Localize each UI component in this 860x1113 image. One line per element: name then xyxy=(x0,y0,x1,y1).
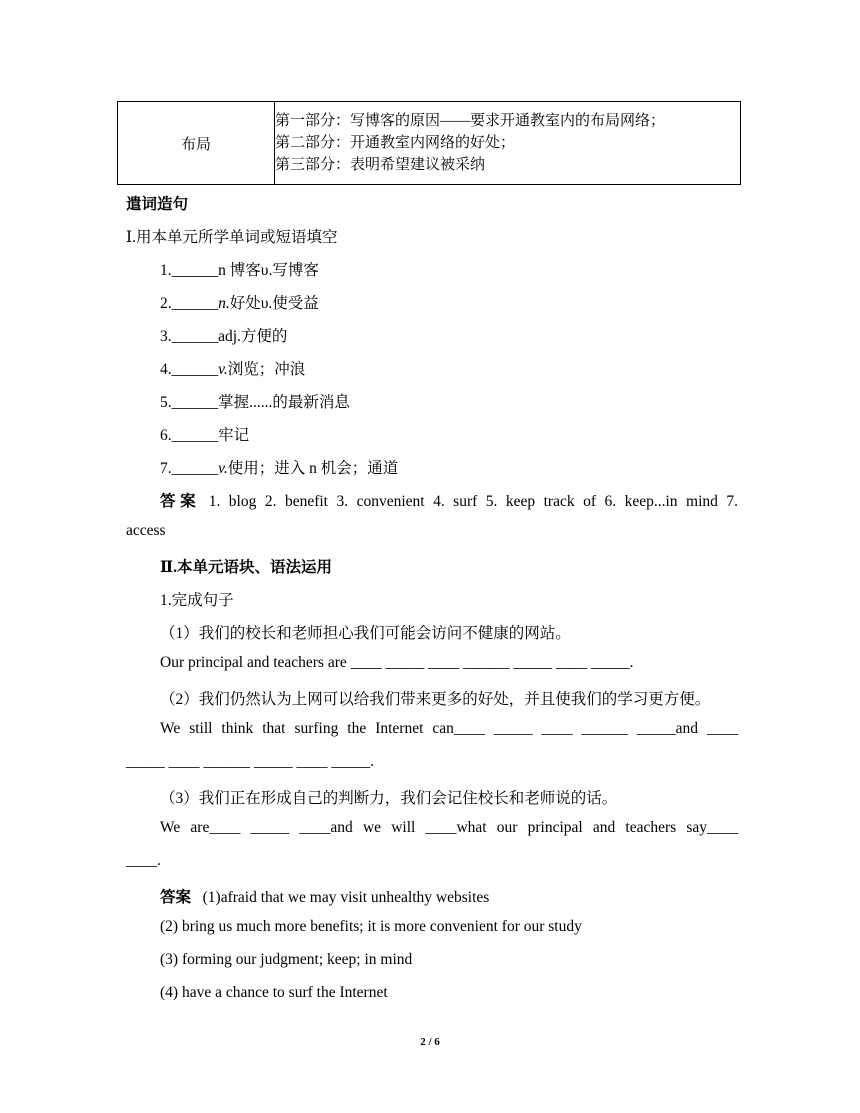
answer-line: (4) have a chance to surf the Internet xyxy=(160,984,388,1001)
table-line-3: 第三部分：表明希望建议被采纳 xyxy=(275,157,486,173)
part2-title: Ⅱ.本单元语块、语法运用 xyxy=(160,559,332,576)
table-label-cell: 布局 xyxy=(118,102,275,185)
list-item: 5.______掌握......的最新消息 xyxy=(160,394,350,411)
list-item: 2.______n.好处υ.使受益 xyxy=(160,295,319,312)
table-content-cell xyxy=(275,102,741,185)
table-line-1: 第一部分：写博客的原因——要求开通教室内的布局网络； xyxy=(275,113,666,129)
question-3-chinese: （3）我们正在形成自己的判断力，我们会记住校长和老师说的话。 xyxy=(160,790,618,807)
part1-answer: 答案 1. blog 2. benefit 3. convenient 4. surf 5. keep track of 6. keep...in mind 7. xyxy=(160,493,738,510)
part2-answer: 答案 (1)afraid that we may visit unhealthy websites xyxy=(160,889,490,906)
question-3-english-continued: ____. xyxy=(126,852,161,869)
part1-answer-continued: access xyxy=(126,522,166,539)
question-2-chinese: （2）我们仍然认为上网可以给我们带来更多的好处，并且使我们的学习更方便。 xyxy=(160,691,711,708)
list-item: 7.______v.使用；进入 n 机会；通道 xyxy=(160,460,399,477)
page-number: 2 / 6 xyxy=(420,1036,440,1048)
part1-title: Ⅰ.用本单元所学单词或短语填空 xyxy=(126,229,338,246)
list-item: 4.______v.浏览；冲浪 xyxy=(160,361,306,378)
section-title: 遣词造句 xyxy=(126,196,189,213)
question-1-chinese: （1）我们的校长和老师担心我们可能会访问不健康的网站。 xyxy=(160,625,571,642)
answer-line: (3) forming our judgment; keep; in mind xyxy=(160,951,413,968)
answer-line: (2) bring us much more benefits; it is more convenient for our study xyxy=(160,918,582,935)
question-2-english: We still think that surfing the Internet can____ _____ ____ ______ _____and ____ xyxy=(160,720,738,737)
question-1-english: Our principal and teachers are ____ _____ ____ ______ _____ ____ _____. xyxy=(160,654,634,671)
list-item: 3.______adj.方便的 xyxy=(160,328,288,345)
part2-subtitle: 1.完成句子 xyxy=(160,592,234,609)
table-line-2: 第二部分：开通教室内网络的好处； xyxy=(275,135,516,151)
question-3-english: We are____ _____ ____and we will ____what our principal and teachers say____ xyxy=(160,819,738,836)
layout-table xyxy=(117,101,741,185)
list-item: 1.______n 博客υ.写博客 xyxy=(160,262,319,279)
table-row xyxy=(118,102,741,185)
list-item: 6.______牢记 xyxy=(160,427,250,444)
question-2-english-continued: _____ ____ ______ _____ ____ _____. xyxy=(126,753,374,770)
